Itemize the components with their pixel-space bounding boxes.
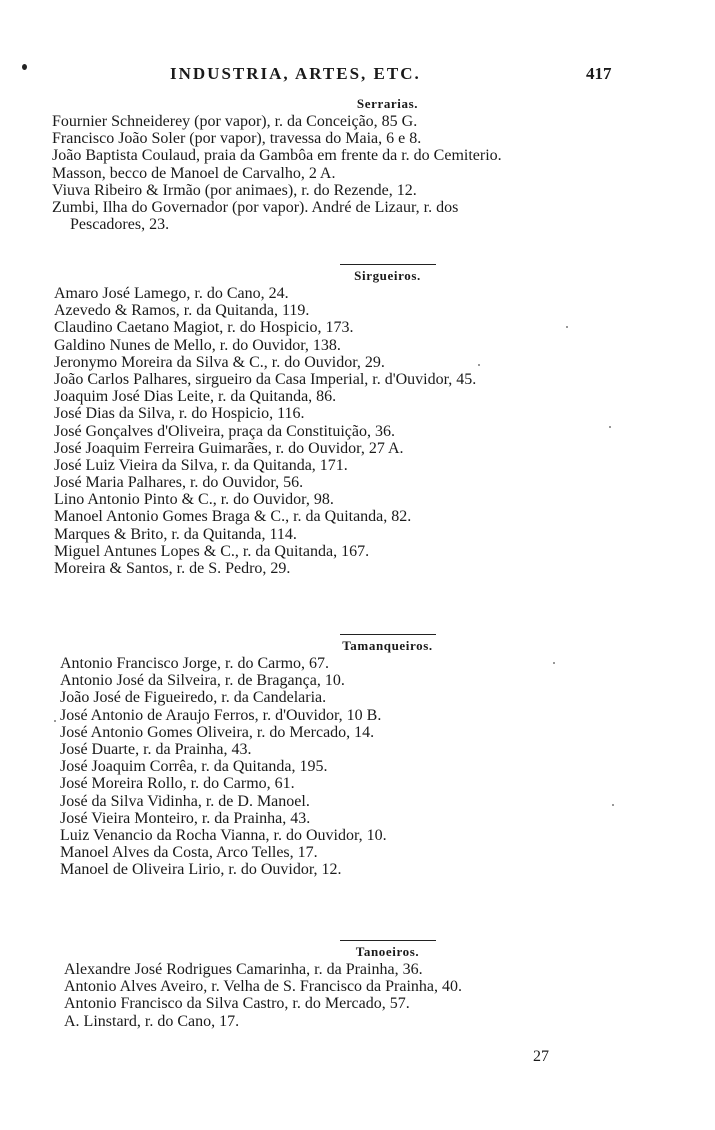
list-item: José Joaquim Ferreira Guimarães, r. do Ouvidor, 27 A. [54,439,404,457]
list-item: José Antonio de Araujo Ferros, r. d'Ouvidor, 10 B. [60,706,382,724]
page-number: 417 [586,64,612,83]
list-item: João José de Figueiredo, r. da Candelaria. [60,689,327,707]
paper-speck [609,426,611,428]
list-item: Antonio José da Silveira, r. de Bragança, 10. [60,672,345,690]
list-item: José Antonio Gomes Oliveira, r. do Mercado, 14. [60,723,375,741]
list-item: Viuva Ribeiro & Irmão (por animaes), r. do Rezende, 12. [52,181,417,199]
section-divider [340,634,436,635]
entry-list [60,655,715,878]
paper-speck [566,326,568,328]
list-item: Alexandre José Rodrigues Camarinha, r. da Prainha, 36. [64,961,423,978]
running-head-title: INDUSTRIA, ARTES, ETC. [170,64,421,83]
list-item: Antonio Alves Aveiro, r. Velha de S. Francisco da Prainha, 40. [64,978,463,996]
list-item: Luiz Venancio da Rocha Vianna, r. do Ouvidor, 10. [60,826,387,844]
section-divider [340,940,436,941]
list-item: A. Linstard, r. do Cano, 17. [64,1012,240,1030]
section-tanoeiros [0,940,715,1030]
section-title: Serrarias. [356,96,419,111]
list-item: José Joaquim Corrêa, r. da Quitanda, 195. [60,758,328,776]
list-item: Claudino Caetano Magiot, r. do Hospicio, 173. [54,319,354,337]
list-item: Jeronymo Moreira da Silva & C., r. do Ouvidor, 29. [54,353,385,371]
signature-mark: 27 [533,1048,549,1065]
entry-list [64,961,715,1030]
list-item: Amaro José Lamego, r. do Cano, 24. [54,285,289,302]
list-item: Moreira & Santos, r. de S. Pedro, 29. [54,560,291,577]
list-item: João Baptista Coulaud, praia da Gambôa em frente da r. do Cemiterio. [52,147,502,165]
running-head [0,64,715,86]
list-item: Joaquim José Dias Leite, r. da Quitanda, 86. [54,388,337,406]
list-item: Fournier Schneiderey (por vapor), r. da Conceição, 85 G. [52,113,418,130]
paper-speck [478,364,480,366]
entry-list [52,113,715,233]
list-item: João Carlos Palhares, sirgueiro da Casa Imperial, r. d'Ouvidor, 45. [54,370,477,388]
list-item: Marques & Brito, r. da Quitanda, 114. [54,525,297,543]
list-item: Francisco João Soler (por vapor), travessa do Maia, 6 e 8. [52,130,422,148]
section-divider [340,264,436,265]
section-serrarias [0,95,715,233]
list-item: Lino Antonio Pinto & C., r. do Ouvidor, 98. [54,491,334,509]
paper-speck [612,804,614,806]
entry-list [54,285,715,577]
list-item: Antonio Francisco Jorge, r. do Carmo, 67. [60,655,330,672]
list-item-continuation: Pescadores, 23. [70,216,170,234]
section-title: Tamanqueiros. [342,638,433,653]
list-item: José Duarte, r. da Prainha, 43. [60,740,252,758]
list-item: Manoel de Oliveira Lirio, r. do Ouvidor, 12. [60,861,342,879]
list-item: José Luiz Vieira da Silva, r. da Quitanda, 171. [54,456,348,474]
list-item: Manoel Antonio Gomes Braga & C., r. da Quitanda, 82. [54,508,412,526]
paper-speck [54,720,56,722]
section-tamanqueiros [0,634,715,878]
list-item: Manoel Alves da Costa, Arco Telles, 17. [60,844,318,862]
list-item: Galdino Nunes de Mello, r. do Ouvidor, 138. [54,336,341,354]
list-item: Antonio Francisco da Silva Castro, r. do Mercado, 57. [64,995,410,1013]
list-item: José Maria Palhares, r. do Ouvidor, 56. [54,474,304,492]
list-item: José Vieira Monteiro, r. da Prainha, 43. [60,809,311,827]
section-title: Sirgueiros. [354,268,421,283]
list-item: José da Silva Vidinha, r. de D. Manoel. [60,792,310,810]
section-title: Tanoeiros. [355,944,420,959]
list-item: José Moreira Rollo, r. do Carmo, 61. [60,775,295,793]
list-item: José Dias da Silva, r. do Hospicio, 116. [54,405,305,423]
list-item: José Gonçalves d'Oliveira, praça da Constituição, 36. [54,422,396,440]
section-sirgueiros [0,264,715,577]
list-item: Masson, becco de Manoel de Carvalho, 2 A. [52,164,336,182]
list-item: Azevedo & Ramos, r. da Quitanda, 119. [54,302,310,320]
paper-speck [553,662,555,664]
list-item: Miguel Antunes Lopes & C., r. da Quitanda, 167. [54,542,370,560]
list-item: Zumbi, Ilha do Governador (por vapor). André de Lizaur, r. dos [52,198,459,216]
